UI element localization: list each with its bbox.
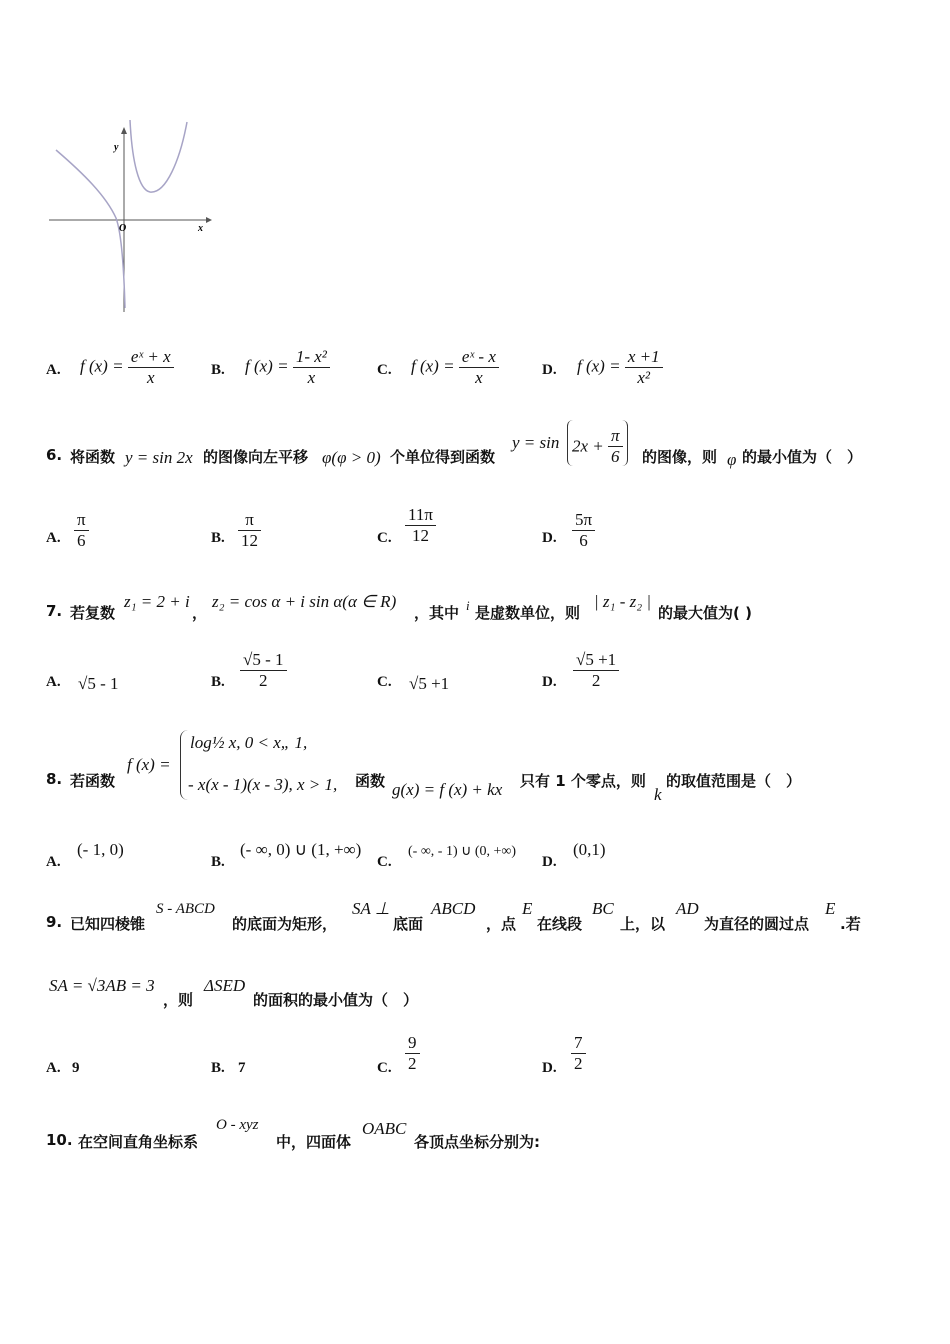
q6-formula-2: φ(φ > 0) bbox=[322, 448, 381, 467]
q5-b-den: x bbox=[293, 367, 330, 388]
q7-option-c-label: C. bbox=[377, 674, 392, 690]
q6-formula-3-num: π bbox=[611, 426, 620, 445]
q8-piecewise-lhs: f (x) = bbox=[127, 755, 171, 774]
q8-option-b[interactable]: (- ∞, 0) ∪ (1, +∞) bbox=[240, 840, 362, 859]
q7-number: 7. bbox=[46, 602, 63, 620]
q8-option-b-label: B. bbox=[211, 854, 225, 870]
q7-b-den: 2 bbox=[240, 670, 287, 691]
q8-option-c[interactable]: (- ∞, - 1) ∪ (0, +∞) bbox=[408, 844, 517, 859]
q9-formula-1: S - ABCD bbox=[156, 901, 215, 917]
q7-formula-1: z₁ = 2 + i bbox=[124, 592, 190, 611]
q9-option-a[interactable]: 9 bbox=[72, 1060, 80, 1076]
q6-formula-4: φ bbox=[727, 450, 737, 469]
q6-text-3: 个单位得到函数 bbox=[390, 448, 496, 466]
q6-b-den: 12 bbox=[238, 530, 261, 551]
q8-case-2: - x(x - 1)(x - 3), x > 1, bbox=[188, 775, 338, 794]
q6-text-5: 的最小值为（ ） bbox=[742, 448, 863, 466]
q7-formula-2: z₂ = cos α + i sin α(α ∈ R) bbox=[212, 592, 397, 611]
y-axis-label: y bbox=[114, 142, 119, 153]
q6-number: 6. bbox=[46, 446, 63, 464]
q6-option-d[interactable] bbox=[572, 510, 595, 551]
q7-option-a-label: A. bbox=[46, 674, 61, 690]
q6-c-den: 12 bbox=[405, 525, 436, 546]
q5-a-lhs: f (x) = bbox=[80, 356, 124, 376]
q10-text-2: 中，四面体 bbox=[276, 1133, 352, 1151]
q6-option-a[interactable] bbox=[74, 510, 89, 551]
q9-option-d[interactable] bbox=[571, 1033, 586, 1074]
q7-b-num: √5 - 1 bbox=[243, 650, 284, 669]
x-axis-arrow bbox=[206, 217, 212, 223]
q9-d-num: 7 bbox=[574, 1033, 583, 1052]
q6-option-a-label: A. bbox=[46, 530, 61, 546]
q7-option-b-label: B. bbox=[211, 674, 225, 690]
q8-number: 8. bbox=[46, 770, 63, 788]
q6-d-num: 5π bbox=[575, 510, 593, 529]
q9-c-num: 9 bbox=[408, 1033, 417, 1052]
q6-option-d-label: D. bbox=[542, 530, 557, 546]
q9-text-8: .若 bbox=[840, 915, 861, 933]
q7-text-2: ， bbox=[192, 604, 208, 622]
q6-option-b[interactable] bbox=[238, 510, 261, 551]
q5-a-num: eˣ + x bbox=[130, 347, 171, 366]
q7-option-b[interactable] bbox=[240, 650, 287, 691]
q5-d-num: x +1 bbox=[627, 347, 660, 366]
q6-paren-group bbox=[567, 420, 628, 466]
q5-b-lhs: f (x) = bbox=[245, 356, 289, 376]
q5-option-a-label: A. bbox=[46, 362, 61, 378]
q8-case-1: log½ x, 0 < x„ 1, bbox=[190, 733, 308, 752]
q9-text-4: ，点 bbox=[486, 915, 517, 933]
q6-option-c[interactable] bbox=[405, 505, 436, 546]
q10-text-1: 在空间直角坐标系 bbox=[78, 1133, 199, 1151]
q7-text-1: 若复数 bbox=[70, 604, 116, 622]
q6-c-num: 11π bbox=[408, 505, 433, 524]
q6-a-num: π bbox=[77, 510, 86, 529]
q9-formula-3: ABCD bbox=[431, 899, 476, 918]
q7-text-5: 的最大值为( ) bbox=[658, 604, 752, 622]
q7-option-c[interactable]: √5 +1 bbox=[409, 674, 450, 693]
q9-d-den: 2 bbox=[571, 1053, 586, 1074]
q9-formula-4: E bbox=[522, 899, 533, 918]
q7-formula-3: i bbox=[466, 598, 470, 613]
q8-option-d-label: D. bbox=[542, 854, 557, 870]
q5-option-b[interactable] bbox=[245, 347, 330, 388]
q9-formula-5: BC bbox=[592, 899, 614, 918]
q8-text-2: 函数 bbox=[355, 772, 386, 790]
q5-option-c-label: C. bbox=[377, 362, 392, 378]
origin-label: O bbox=[119, 223, 127, 234]
q8-formula-3: k bbox=[654, 785, 662, 804]
q6-formula-3-den: 6 bbox=[608, 446, 623, 467]
q8-option-a[interactable]: (- 1, 0) bbox=[77, 840, 124, 859]
q9-option-c[interactable] bbox=[405, 1033, 420, 1074]
q9-text-5: 在线段 bbox=[537, 915, 583, 933]
q8-text-4: 的取值范围是（ ） bbox=[666, 772, 802, 790]
q5-option-c[interactable] bbox=[411, 347, 499, 388]
q8-option-a-label: A. bbox=[46, 854, 61, 870]
q5-option-a[interactable] bbox=[80, 347, 174, 388]
q8-option-d[interactable]: (0,1) bbox=[573, 840, 606, 859]
y-axis-arrow bbox=[121, 127, 127, 134]
q5-b-num: 1- x² bbox=[295, 347, 327, 366]
q6-a-den: 6 bbox=[74, 530, 89, 551]
x-axis-label: x bbox=[198, 223, 203, 234]
left-branch-curve bbox=[56, 150, 125, 308]
q9-formula-2: SA ⊥ bbox=[352, 899, 390, 918]
q8-text-1: 若函数 bbox=[70, 772, 116, 790]
q6-d-den: 6 bbox=[572, 530, 595, 551]
q6-text-2: 的图像向左平移 bbox=[203, 448, 309, 466]
q5-d-lhs: f (x) = bbox=[577, 356, 621, 376]
q7-formula-4: | z₁ - z₂ | bbox=[594, 592, 652, 611]
q5-c-num: eˣ - x bbox=[461, 347, 496, 366]
q7-text-3: ，其中 bbox=[414, 604, 460, 622]
q8-formula-2: g(x) = f (x) + kx bbox=[392, 780, 503, 799]
right-branch-curve bbox=[130, 120, 187, 192]
q9-line2-text-1: ，则 bbox=[163, 991, 194, 1009]
q5-option-d-label: D. bbox=[542, 362, 557, 378]
q5-a-den: x bbox=[128, 367, 174, 388]
q8-option-c-label: C. bbox=[377, 854, 392, 870]
q6-formula-3b: 2x + bbox=[572, 436, 604, 456]
q5-option-b-label: B. bbox=[211, 362, 225, 378]
q9-line2-formula-2: ΔSED bbox=[204, 976, 246, 995]
q7-option-d-label: D. bbox=[542, 674, 557, 690]
q6-text-1: 将函数 bbox=[70, 448, 116, 466]
q10-text-3: 各顶点坐标分别为: bbox=[414, 1133, 540, 1151]
q6-option-b-label: B. bbox=[211, 530, 225, 546]
q5-c-lhs: f (x) = bbox=[411, 356, 455, 376]
q9-text-6: 上，以 bbox=[620, 915, 666, 933]
q9-option-a-label: A. bbox=[46, 1060, 61, 1076]
q9-text-1: 已知四棱锥 bbox=[70, 915, 146, 933]
q6-text-4: 的图像，则 bbox=[642, 448, 718, 466]
q6-formula-3a: y = sin bbox=[512, 433, 560, 452]
q7-option-d[interactable] bbox=[573, 650, 619, 691]
q6-option-c-label: C. bbox=[377, 530, 392, 546]
q9-line2-text-2: 的面积的最小值为（ ） bbox=[253, 991, 419, 1009]
q8-text-3: 只有 1 个零点，则 bbox=[520, 772, 646, 790]
q10-formula-1: O - xyz bbox=[216, 1117, 259, 1133]
q9-c-den: 2 bbox=[405, 1053, 420, 1074]
q9-option-c-label: C. bbox=[377, 1060, 392, 1076]
q6-b-num: π bbox=[245, 510, 254, 529]
q9-formula-6: AD bbox=[676, 899, 699, 918]
q9-option-b[interactable]: 7 bbox=[238, 1060, 246, 1076]
q6-formula-1: y = sin 2x bbox=[125, 448, 193, 467]
q9-option-d-label: D. bbox=[542, 1060, 557, 1076]
q9-text-2: 的底面为矩形， bbox=[232, 915, 338, 933]
function-graph bbox=[44, 112, 214, 317]
q9-number: 9. bbox=[46, 913, 63, 931]
q5-d-den: x² bbox=[625, 367, 663, 388]
q5-option-d[interactable] bbox=[577, 347, 663, 388]
q9-text-7: 为直径的圆过点 bbox=[704, 915, 810, 933]
q9-option-b-label: B. bbox=[211, 1060, 225, 1076]
q10-number: 10. bbox=[46, 1131, 73, 1149]
q9-line2-formula-1: SA = √3AB = 3 bbox=[49, 976, 155, 995]
q7-option-a[interactable]: √5 - 1 bbox=[78, 674, 119, 693]
q7-text-4: 是虚数单位，则 bbox=[475, 604, 581, 622]
q7-d-num: √5 +1 bbox=[576, 650, 617, 669]
q10-formula-2: OABC bbox=[362, 1119, 407, 1138]
q5-c-den: x bbox=[459, 367, 499, 388]
q9-text-3: 底面 bbox=[393, 915, 424, 933]
q7-d-den: 2 bbox=[573, 670, 619, 691]
q9-formula-7: E bbox=[825, 899, 836, 918]
